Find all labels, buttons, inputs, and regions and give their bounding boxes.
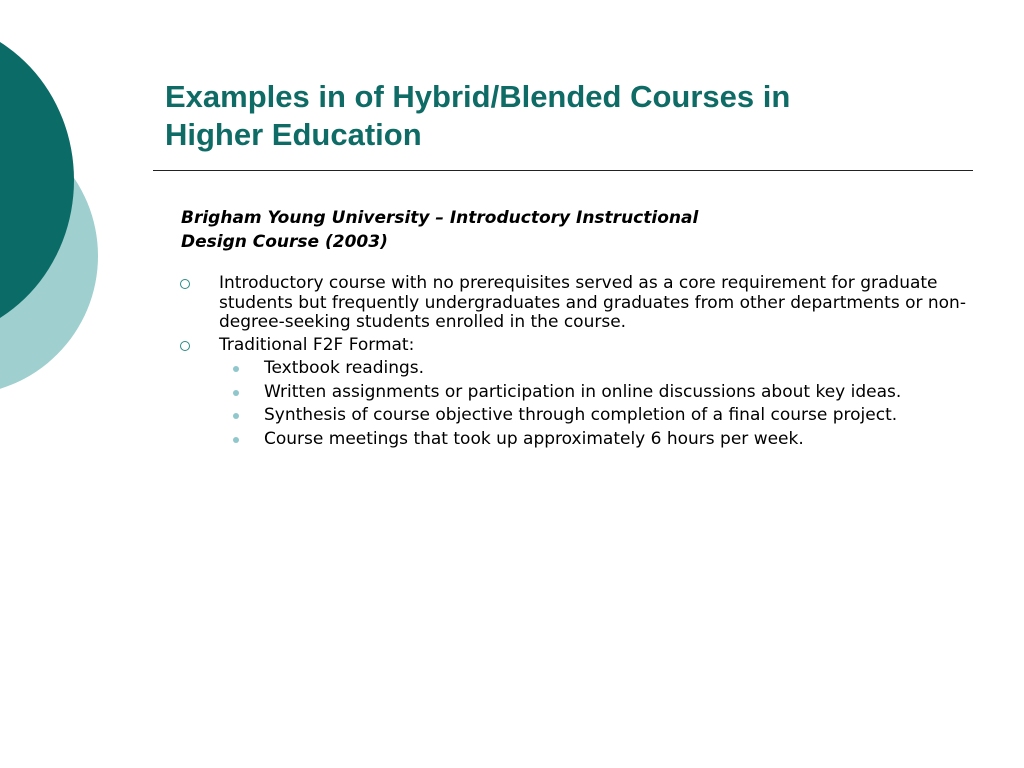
dot-bullet-icon	[233, 390, 239, 396]
dot-bullet-icon	[233, 437, 239, 443]
sub-list-item	[180, 359, 970, 379]
sub-list-item	[180, 406, 970, 426]
bullet-list	[180, 274, 970, 453]
sub-list-item	[180, 430, 970, 450]
sub-bullet-text: Synthesis of course objective through completion of a final course project.	[264, 405, 898, 425]
sub-bullet-list	[219, 359, 970, 449]
bullet-text: Traditional F2F Format:	[219, 334, 415, 355]
sub-list-item	[180, 383, 970, 403]
slide-title-line-1: Examples in of Hybrid/Blended Courses in	[165, 79, 791, 114]
slide-title	[165, 78, 925, 154]
slide-title-line-2: Higher Education	[165, 117, 422, 152]
subheading	[181, 206, 881, 254]
dot-bullet-icon	[233, 366, 239, 372]
subheading-line-1: Brigham Young University – Introductory Instructional	[181, 208, 699, 228]
hollow-circle-bullet-icon	[180, 279, 190, 289]
sub-bullet-text: Course meetings that took up approximately 6 hours per week.	[264, 428, 804, 449]
bullet-text: Introductory course with no prerequisites served as a core requirement for graduate students but frequently undergraduates and graduates from other departments or non-degree-seeking students enrolled in the course.	[219, 273, 966, 332]
sub-bullet-text: Textbook readings.	[264, 358, 425, 378]
title-divider	[153, 170, 973, 171]
list-item	[180, 336, 970, 450]
hollow-circle-bullet-icon	[180, 341, 190, 351]
list-item	[180, 274, 970, 333]
dot-bullet-icon	[233, 413, 239, 419]
sub-bullet-text: Written assignments or participation in online discussions about key ideas.	[264, 381, 902, 402]
subheading-line-2: Design Course (2003)	[181, 232, 388, 252]
